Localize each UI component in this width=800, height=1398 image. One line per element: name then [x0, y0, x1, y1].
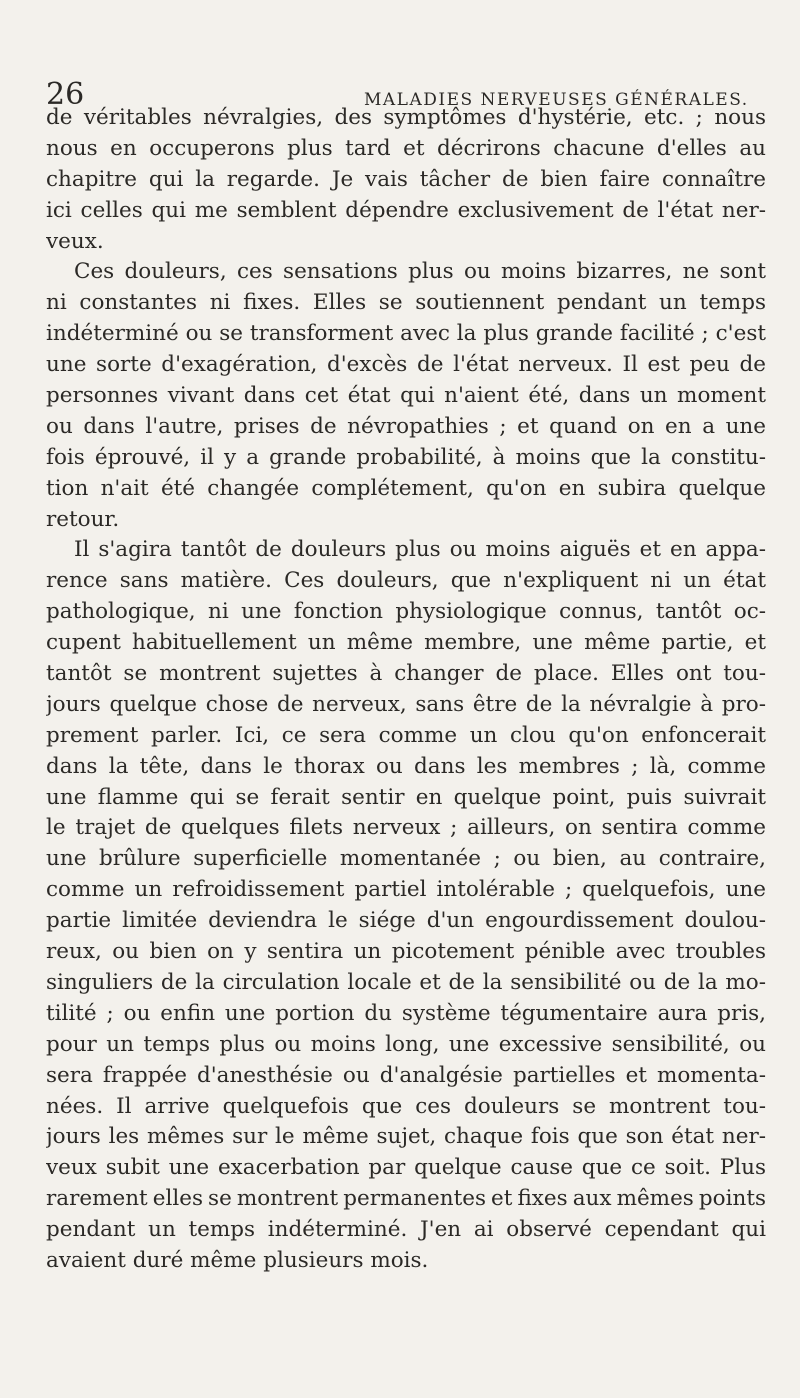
text-line: nées. Il arrive quelquefois que ces douleurs se montrent tou- — [46, 1093, 766, 1119]
text-line: pour un temps plus ou moins long, une excessive sensibilité, ou — [46, 1031, 766, 1057]
text-line: une flamme qui se ferait sentir en quelque point, puis suivrait — [46, 784, 766, 810]
text-line: personnes vivant dans cet état qui n'aient été, dans un moment — [46, 383, 766, 409]
text-line: fois éprouvé, il y a grande probabilité, à moins que la constitu- — [46, 444, 766, 470]
text-line: cupent habituellement un même membre, une même partie, et — [46, 630, 766, 656]
text-line: partie limitée deviendra le siége d'un engourdissement doulou- — [46, 908, 766, 934]
text-line: tion n'ait été changée complétement, qu'on en subira quelque — [46, 475, 766, 501]
text-line: prement parler. Ici, ce sera comme un clou qu'on enfoncerait — [46, 722, 766, 748]
text-line: dans la tête, dans le thorax ou dans les membres ; là, comme — [46, 753, 766, 779]
text-line: le trajet de quelques filets nerveux ; ailleurs, on sentira comme — [46, 815, 766, 841]
text-line: veux. — [46, 228, 104, 254]
text-line: retour. — [46, 506, 120, 532]
text-line: comme un refroidissement partiel intolérable ; quelquefois, une — [46, 877, 766, 903]
text-line: sera frappée d'anesthésie ou d'analgésie partielles et momenta- — [46, 1062, 766, 1088]
text-line: rence sans matière. Ces douleurs, que n'expliquent ni un état — [46, 568, 766, 594]
text-line: ici celles qui me semblent dépendre exclusivement de l'état ner- — [46, 197, 766, 223]
text-line: une brûlure superficielle momentanée ; ou bien, au contraire, — [46, 846, 766, 872]
text-line: tantôt se montrent sujettes à changer de place. Elles ont tou- — [46, 661, 766, 687]
text-line: chapitre qui la regarde. Je vais tâcher de bien faire connaître — [46, 166, 766, 192]
text-line: pendant un temps indéterminé. J'en ai observé cependant qui — [46, 1217, 766, 1243]
running-head: MALADIES NERVEUSES GÉNÉRALES. — [364, 90, 749, 110]
text-line: indéterminé ou se transforment avec la plus grande facilité ; c'est — [46, 321, 766, 347]
text-line: rarement elles se montrent permanentes et fixes aux mêmes points — [46, 1186, 766, 1212]
text-line: ni constantes ni fixes. Elles se soutiennent pendant un temps — [46, 290, 766, 316]
text-line: Ces douleurs, ces sensations plus ou moins bizarres, ne sont — [74, 259, 766, 285]
text-line: une sorte d'exagération, d'excès de l'état nerveux. Il est peu de — [46, 352, 766, 378]
text-line: nous en occuperons plus tard et décrirons chacune d'elles au — [46, 135, 766, 161]
text-line: jours quelque chose de nerveux, sans être de la névralgie à pro- — [46, 691, 766, 717]
text-line: de véritables névralgies, des symptômes d'hystérie, etc. ; nous — [46, 105, 766, 130]
text-line: ou dans l'autre, prises de névropathies ; et quand on en a une — [46, 413, 766, 439]
text-line: singuliers de la circulation locale et de la sensibilité ou de la mo- — [46, 969, 766, 995]
text-line: veux subit une exacerbation par quelque cause que ce soit. Plus — [46, 1155, 766, 1181]
text-line: reux, ou bien on y sentira un picotement pénible avec troubles — [46, 939, 766, 965]
text-line: tilité ; ou enfin une portion du système tégumentaire aura pris, — [46, 1000, 766, 1026]
text-line: Il s'agira tantôt de douleurs plus ou moins aiguës et en appa- — [74, 537, 766, 563]
page-number: 26 — [46, 77, 85, 112]
text-line: jours les mêmes sur le même sujet, chaque fois que son état ner- — [46, 1124, 766, 1150]
text-line: pathologique, ni une fonction physiologique connus, tantôt oc- — [46, 599, 766, 625]
body-text — [46, 103, 766, 1277]
text-line: avaient duré même plusieurs mois. — [46, 1247, 429, 1273]
